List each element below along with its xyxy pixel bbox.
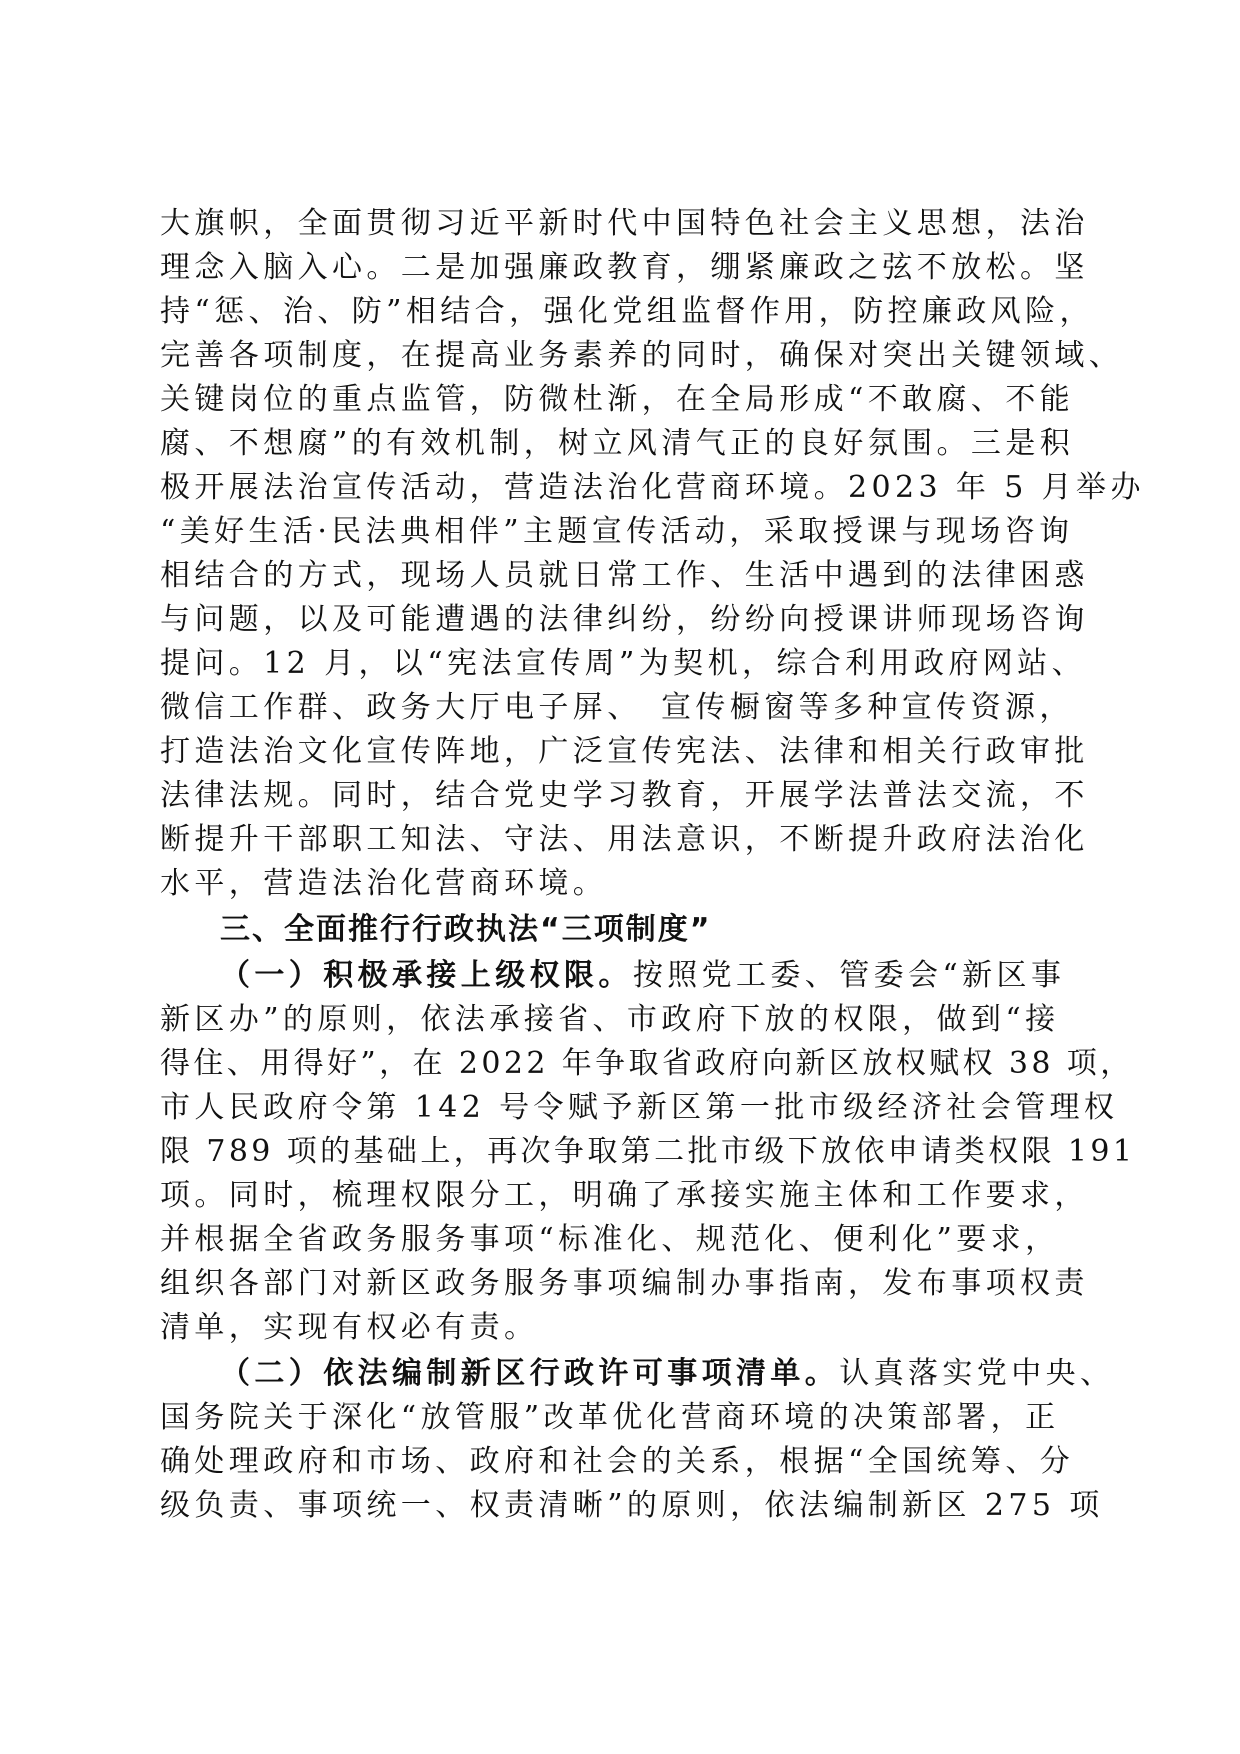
body-line: 项。同时，梳理权限分工，明确了承接实施主体和工作要求， [160, 1178, 1089, 1213]
paragraph-2-text: 认真落实党中央、 [839, 1356, 1115, 1391]
body-line: “美好生活·民法典相伴”主题宣传活动，采取授课与现场咨询 [160, 514, 1074, 549]
body-line: 理念入脑入心。二是加强廉政教育，绷紧廉政之弦不放松。坚 [160, 250, 1089, 285]
body-line: 完善各项制度，在提高业务素养的同时，确保对突出关键领域、 [160, 338, 1124, 373]
body-line: 得住、用得好”，在 2022 年争取省政府向新区放权赋权 38 项， [160, 1046, 1134, 1081]
paragraph-1-first-line [220, 958, 1065, 994]
body-line: 持“惩、治、防”相结合，强化党组监督作用，防控廉政风险， [160, 294, 1094, 329]
body-line: 腐、不想腐”的有效机制，树立风清气正的良好氛围。三是积 [160, 426, 1075, 461]
body-line: 相结合的方式，现场人员就日常工作、生活中遇到的法律困惑 [160, 558, 1089, 593]
paragraph-1-lead: （一）积极承接上级权限。 [220, 958, 633, 993]
body-line: 断提升干部职工知法、守法、用法意识，不断提升政府法治化 [160, 822, 1089, 857]
body-line: 组织各部门对新区政务服务事项编制办事指南，发布事项权责 [160, 1266, 1089, 1301]
section-heading: 三、全面推行行政执法“三项制度” [220, 912, 712, 947]
body-line: 国务院关于深化“放管服”改革优化营商环境的决策部署，正 [160, 1400, 1060, 1435]
paragraph-2-lead: （二）依法编制新区行政许可事项清单。 [220, 1356, 840, 1391]
body-line: 极开展法治宣传活动，营造法治化营商环境。2023 年 5 月举办 [160, 470, 1145, 505]
body-line: 微信工作群、政务大厅电子屏、 宣传橱窗等多种宣传资源， [160, 690, 1074, 725]
paragraph-2-first-line [220, 1356, 1114, 1392]
body-line: 限 789 项的基础上，再次争取第二批市级下放依申请类权限 191 [160, 1134, 1136, 1169]
body-line: 新区办”的原则，依法承接省、市政府下放的权限，做到“接 [160, 1002, 1060, 1037]
body-line: 法律法规。同时，结合党史学习教育，开展学法普法交流，不 [160, 778, 1089, 813]
body-line: 水平，营造法治化营商环境。 [160, 866, 608, 901]
body-line: 打造法治文化宣传阵地，广泛宣传宪法、法律和相关行政审批 [160, 734, 1089, 769]
body-line: 与问题，以及可能遭遇的法律纠纷，纷纷向授课讲师现场咨询 [160, 602, 1089, 637]
body-line: 级负责、事项统一、权责清晰”的原则，依法编制新区 275 项 [160, 1488, 1104, 1523]
body-line: 大旗帜，全面贯彻习近平新时代中国特色社会主义思想，法治 [160, 206, 1089, 241]
body-line: 确处理政府和市场、政府和社会的关系，根据“全国统筹、分 [160, 1444, 1075, 1479]
body-line: 清单，实现有权必有责。 [160, 1310, 539, 1345]
body-line: 市人民政府令第 142 号令赋予新区第一批市级经济社会管理权 [160, 1090, 1119, 1125]
body-line: 关键岗位的重点监管，防微杜渐，在全局形成“不敢腐、不能 [160, 382, 1075, 417]
paragraph-1-text: 按照党工委、管委会“新区事 [632, 958, 1066, 993]
body-line: 提问。12 月，以“宪法宣传周”为契机，综合利用政府网站、 [160, 646, 1086, 681]
body-line: 并根据全省政务服务事项“标准化、规范化、便利化”要求， [160, 1222, 1060, 1257]
